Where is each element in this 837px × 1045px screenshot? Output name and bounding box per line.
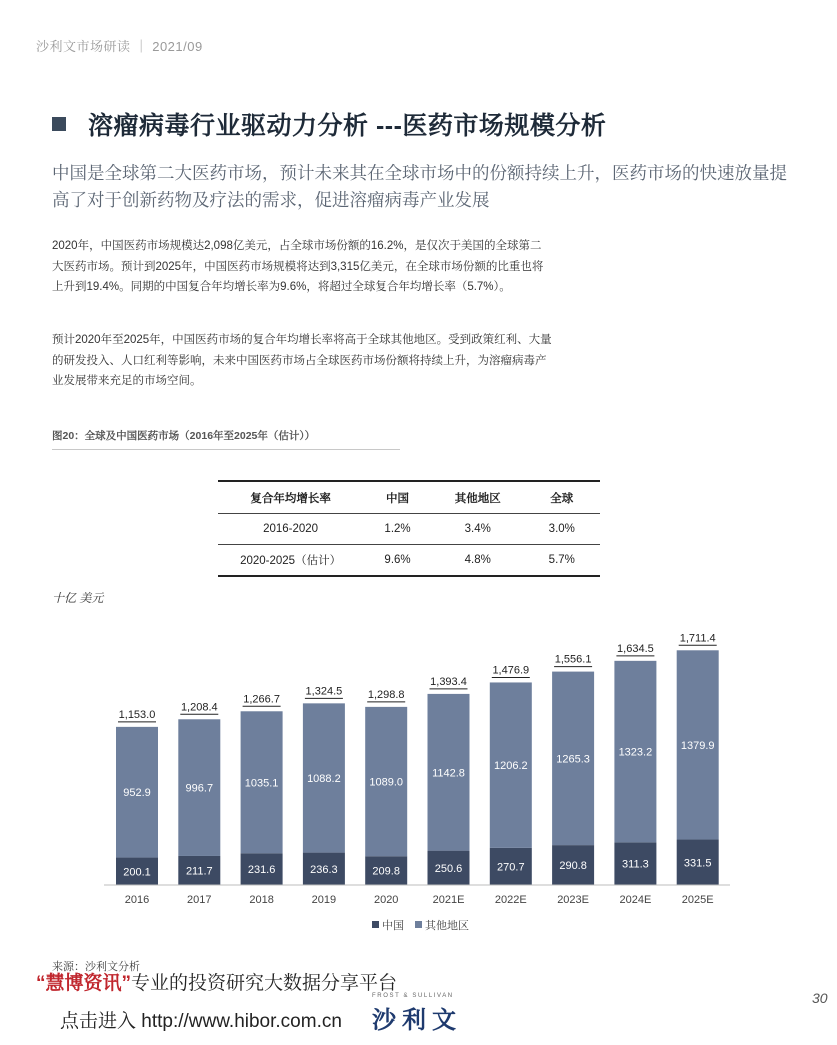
x-tick-label: 2017 bbox=[187, 894, 212, 906]
promo-brand: 慧博资讯 bbox=[45, 973, 122, 994]
data-label-total: 1,711.4 bbox=[679, 632, 716, 645]
title-square-icon bbox=[52, 117, 66, 131]
cagr-table bbox=[218, 480, 600, 577]
legend-swatch bbox=[372, 921, 379, 928]
market-size-chart bbox=[0, 615, 837, 945]
data-label-total: 1,208.4 bbox=[180, 701, 218, 714]
logo-mark: 沙利文 bbox=[372, 1007, 462, 1034]
data-label-total: 1,393.4 bbox=[430, 675, 467, 688]
promo-link[interactable]: 点击进入 http://www.hibor.com.cn bbox=[60, 1011, 342, 1032]
figure-title-divider bbox=[52, 449, 400, 450]
table-cell: 3.4% bbox=[432, 514, 524, 545]
data-label-total: 1,324.5 bbox=[305, 685, 343, 698]
table-cell: 5.7% bbox=[548, 554, 575, 566]
data-label-china: 236.3 bbox=[310, 863, 338, 876]
data-label-other: 1206.2 bbox=[493, 760, 528, 773]
data-label-china: 311.3 bbox=[622, 858, 649, 871]
table-cell: 2016-2020 bbox=[218, 514, 363, 545]
x-tick-label: 2022E bbox=[494, 894, 527, 906]
x-tick-label: 2021E bbox=[432, 894, 465, 906]
cagr-header-metric: 复合年均增长率 bbox=[218, 481, 363, 514]
source-note: 来源：沙利文分析 bbox=[52, 961, 140, 973]
promo-quote-close: ” bbox=[121, 973, 132, 994]
paragraph-2: 预计2020年至2025年，中国医药市场的复合年均增长率将高于全球其他地区。受到政策红利、大量的研发投入、人口红利等影响，未来中国医药市场占全球医药市场份额将持续上升，为溶瘤病毒产业发展带来充足的市场空间。 bbox=[52, 334, 552, 387]
data-label-total: 1,476.9 bbox=[492, 664, 530, 677]
data-label-total: 1,153.0 bbox=[118, 708, 156, 721]
promo-line-1 bbox=[36, 968, 397, 995]
page-title: 溶瘤病毒行业驱动力分析 ---医药市场规模分析 bbox=[88, 112, 607, 140]
data-label-china: 331.5 bbox=[683, 857, 712, 870]
cagr-header-other: 其他地区 bbox=[432, 481, 524, 514]
data-label-other: 1088.2 bbox=[307, 772, 341, 785]
chart-unit-label: 十亿 美元 bbox=[52, 591, 104, 605]
data-label-other: 1323.2 bbox=[618, 746, 653, 759]
table-cell: 3.0% bbox=[524, 514, 600, 545]
table-cell: 4.8% bbox=[464, 554, 491, 566]
data-label-other: 1265.3 bbox=[556, 753, 590, 766]
figure-title: 图20：全球及中国医药市场（2016年至2025年（估计）） bbox=[52, 430, 316, 442]
data-label-total: 1,556.1 bbox=[554, 653, 592, 666]
title-row bbox=[52, 106, 606, 142]
logo-small-text: FROST & SULLIVAN bbox=[372, 993, 454, 999]
table-row bbox=[218, 514, 600, 545]
data-label-other: 952.9 bbox=[123, 787, 151, 800]
paragraph-1: 2020年，中国医药市场规模达2,098亿美元，占全球市场份额的16.2%，是仅次于美国的全球第二大医药市场。预计到2025年，中国医药市场规模将达到3,315亿美元，在全球市场份额的比重也将上升到19.4%。同期的中国复合年均增长率为9.6%，将超过全球复合年均增长率（5.7%）。 bbox=[52, 240, 544, 293]
data-label-total: 1,634.5 bbox=[617, 642, 654, 655]
table-row bbox=[218, 545, 600, 577]
legend-swatch bbox=[415, 921, 422, 928]
data-label-other: 1142.8 bbox=[432, 767, 465, 780]
table-cell: 9.6% bbox=[384, 554, 411, 566]
promo-quote-open: “ bbox=[36, 973, 46, 994]
x-tick-label: 2020 bbox=[373, 894, 399, 906]
data-label-total: 1,266.7 bbox=[243, 693, 280, 706]
cagr-header-global: 全球 bbox=[524, 481, 600, 514]
data-label-other: 1089.0 bbox=[369, 776, 404, 789]
data-label-china: 209.8 bbox=[372, 865, 400, 878]
data-label-other: 1035.1 bbox=[244, 777, 279, 790]
table-cell: 1.2% bbox=[363, 514, 432, 545]
x-tick-label: 2023E bbox=[557, 894, 590, 906]
page-number: 30 bbox=[812, 990, 828, 1006]
x-tick-label: 2025E bbox=[681, 894, 714, 906]
legend-label: 其他地区 bbox=[425, 920, 469, 932]
data-label-china: 270.7 bbox=[497, 861, 525, 874]
data-label-china: 290.8 bbox=[559, 860, 587, 873]
data-label-china: 231.6 bbox=[247, 864, 276, 877]
x-tick-label: 2018 bbox=[249, 894, 274, 906]
cagr-table-header-row bbox=[218, 481, 600, 514]
page-subtitle: 中国是全球第二大医药市场，预计未来其在全球市场中的份额持续上升，医药市场的快速放量提高了对于创新药物及疗法的需求，促进溶瘤病毒产业发展 bbox=[52, 163, 787, 210]
header-text: 沙利文市场研读 ｜ 2021/09 bbox=[36, 39, 203, 54]
x-tick-label: 2016 bbox=[124, 894, 150, 906]
table-cell: 2020-2025（估计） bbox=[240, 555, 342, 567]
cagr-header-china: 中国 bbox=[363, 481, 432, 514]
data-label-china: 211.7 bbox=[185, 865, 213, 878]
x-tick-label: 2019 bbox=[311, 894, 337, 906]
promo-tagline: 专业的投资研究大数据分享平台 bbox=[131, 973, 398, 994]
x-tick-label: 2024E bbox=[619, 894, 652, 906]
data-label-other: 1379.9 bbox=[680, 739, 715, 752]
legend-label: 中国 bbox=[382, 920, 404, 932]
data-label-other: 996.7 bbox=[185, 782, 214, 795]
data-label-china: 250.6 bbox=[434, 862, 463, 875]
data-label-china: 200.1 bbox=[123, 866, 151, 879]
data-label-total: 1,298.8 bbox=[367, 688, 405, 701]
